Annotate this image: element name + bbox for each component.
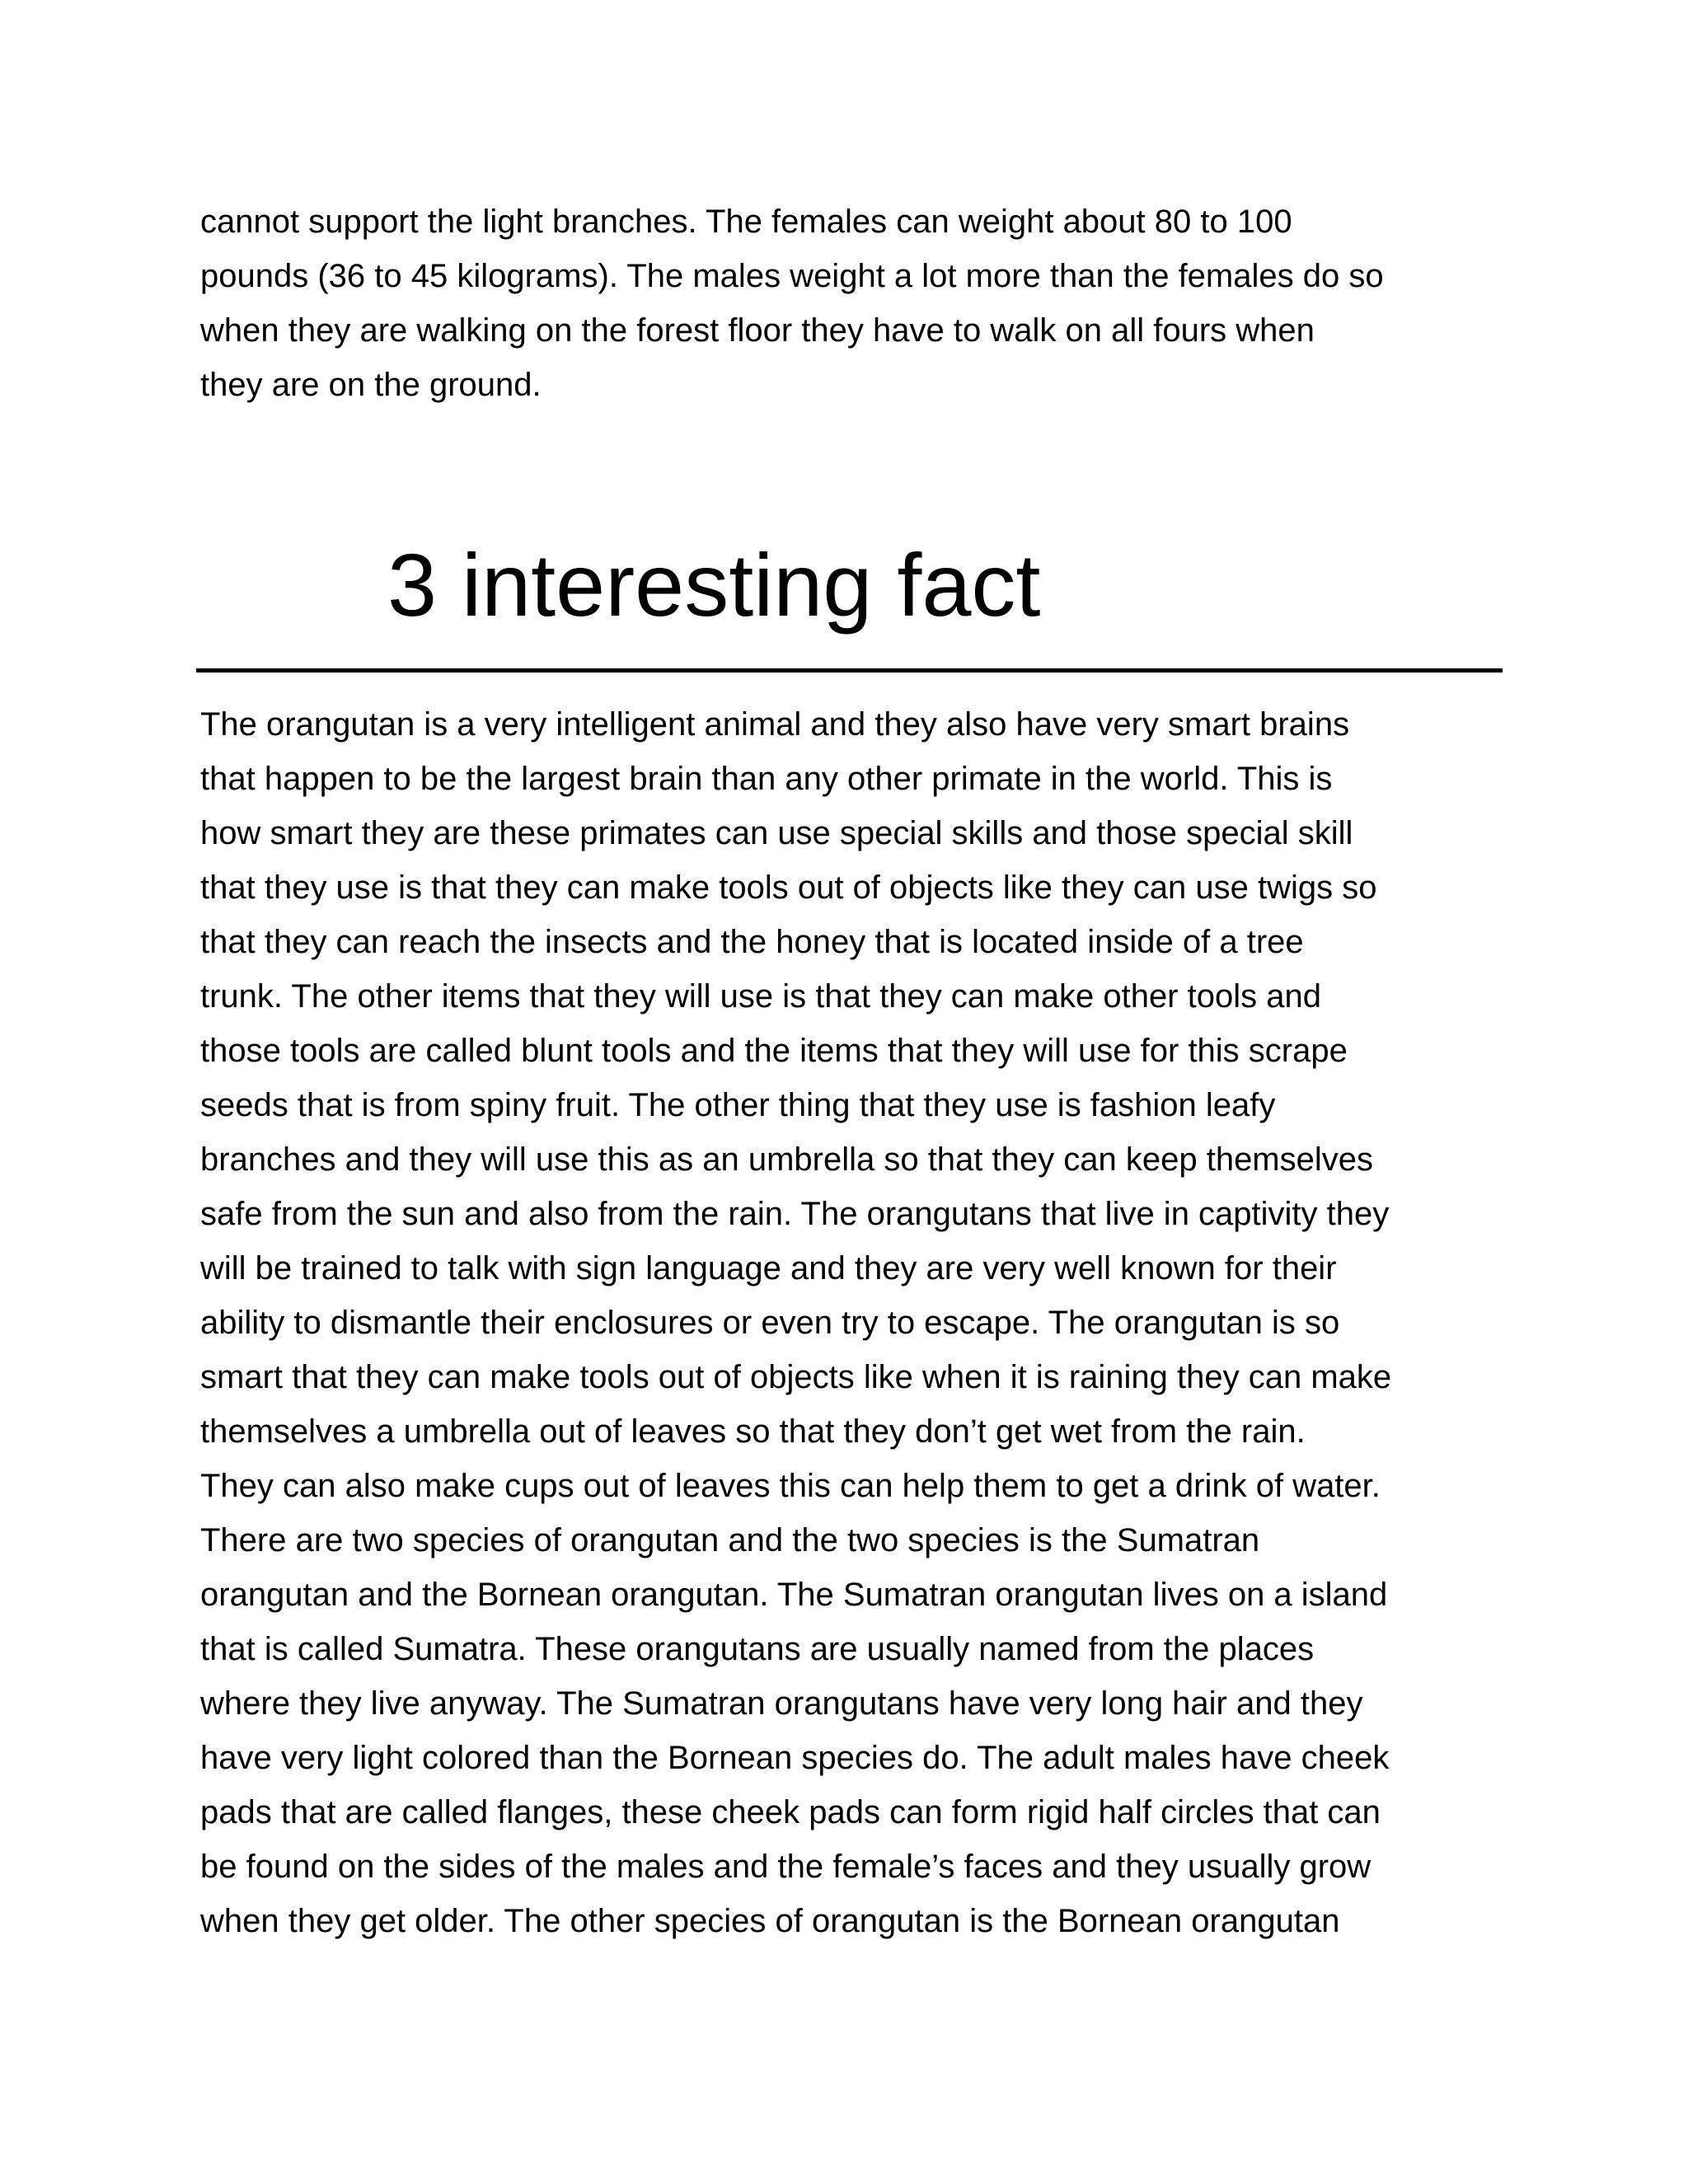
text-line: where they live anyway. The Sumatran orangutans have very long hair and they <box>200 1685 1363 1722</box>
text-line: will be trained to talk with sign language and they are very well known for their <box>200 1250 1337 1286</box>
text-line: themselves a umbrella out of leaves so that they don’t get wet from the rain. <box>200 1413 1306 1450</box>
text-line: that they can reach the insects and the honey that is located inside of a tree <box>200 924 1304 960</box>
text-line: branches and they will use this as an umbrella so that they can keep themselves <box>200 1141 1374 1178</box>
text-line: when they get older. The other species of orangutan is the Bornean orangutan <box>200 1903 1340 1939</box>
text-line: cannot support the light branches. The females can weight about 80 to 100 <box>200 204 1292 240</box>
text-line: pads that are called flanges, these cheek pads can form rigid half circles that can <box>200 1794 1381 1830</box>
text-line: those tools are called blunt tools and the items that they will use for this scrape <box>200 1033 1348 1069</box>
text-line: how smart they are these primates can use special skills and those special skill <box>200 815 1353 851</box>
text-line: trunk. The other items that they will use is that they can make other tools and <box>200 978 1321 1015</box>
intro-paragraph <box>200 194 1503 412</box>
text-line: ability to dismantle their enclosures or even try to escape. The orangutan is so <box>200 1305 1340 1341</box>
text-line: The orangutan is a very intelligent animal and they also have very smart brains <box>200 706 1350 743</box>
text-line: They can also make cups out of leaves this can help them to get a drink of water. <box>200 1468 1381 1504</box>
text-line: have very light colored than the Bornean species do. The adult males have cheek <box>200 1740 1390 1776</box>
text-line: they are on the ground. <box>200 367 542 403</box>
text-line: There are two species of orangutan and the two species is the Sumatran <box>200 1522 1260 1558</box>
section-heading: 3 interesting fact <box>387 535 1041 635</box>
text-line: that happen to be the largest brain than any other primate in the world. This is <box>200 761 1333 797</box>
text-line: seeds that is from spiny fruit. The other thing that they use is fashion leafy <box>200 1087 1276 1123</box>
text-line: orangutan and the Bornean orangutan. The Sumatran orangutan lives on a island <box>200 1577 1388 1613</box>
text-line: safe from the sun and also from the rain. The orangutans that live in captivity they <box>200 1196 1390 1232</box>
body-paragraph <box>200 697 1503 1948</box>
text-line: that they use is that they can make tools out of objects like they can use twigs so <box>200 869 1377 906</box>
text-line: that is called Sumatra. These orangutans are usually named from the places <box>200 1631 1315 1667</box>
text-line: when they are walking on the forest floor they have to walk on all fours when <box>200 312 1315 349</box>
text-line: be found on the sides of the males and the female’s faces and they usually grow <box>200 1849 1372 1885</box>
heading-underline <box>196 668 1503 673</box>
text-line: smart that they can make tools out of objects like when it is raining they can make <box>200 1359 1392 1395</box>
text-line: pounds (36 to 45 kilograms). The males weight a lot more than the females do so <box>200 258 1384 294</box>
